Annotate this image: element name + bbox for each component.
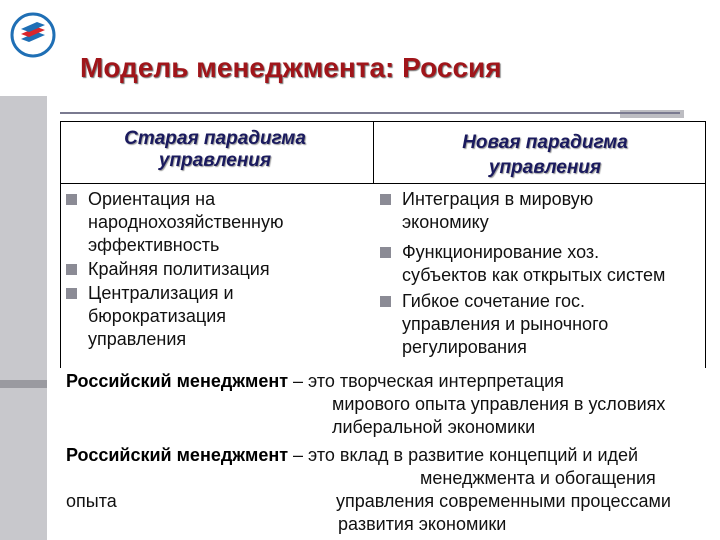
definition-term: Российский менеджмент — [66, 445, 289, 465]
old-paradigm-header: Старая парадигма управления — [124, 128, 306, 171]
list-item: Гибкое сочетание гос. управления и рыночного регулирования — [380, 288, 705, 360]
new-paradigm-list — [380, 186, 705, 360]
square-bullet-icon — [66, 194, 77, 205]
square-bullet-icon — [380, 247, 391, 258]
table-left-border — [60, 184, 61, 368]
definition-1: Российский менеджмент – это творческая интерпретация мирового опыта управления в условиях либеральной экономики — [66, 371, 666, 437]
square-bullet-icon — [66, 288, 77, 299]
left-sidebar — [0, 0, 47, 540]
definition-term: Российский менеджмент — [66, 371, 289, 391]
stacked-layers-logo-icon — [10, 12, 56, 58]
list-item: Интеграция в мировую экономику — [380, 186, 705, 235]
new-paradigm-header: Новая парадигма управления — [462, 132, 628, 178]
list-item: Функционирование хоз. субъектов как открытых систем — [380, 239, 705, 288]
list-item: Централизация и бюрократизация управления — [66, 280, 366, 352]
list-item: Крайняя политизация — [66, 256, 366, 282]
sidebar-accent-band — [0, 380, 47, 388]
page-title: Модель менеджмента: Россия — [80, 52, 502, 83]
square-bullet-icon — [380, 296, 391, 307]
title-underline — [60, 112, 680, 114]
square-bullet-icon — [380, 194, 391, 205]
table-column-divider — [373, 121, 374, 184]
list-item: Ориентация на народнохозяйственную эффективность — [66, 186, 366, 258]
square-bullet-icon — [66, 264, 77, 275]
definition-2: Российский менеджмент – это вклад в развитие концепций и идей менеджмента и обогащения опыта управления современными процессами развития экономики — [66, 445, 671, 534]
sidebar-grey-band — [0, 96, 47, 540]
old-paradigm-list — [66, 186, 366, 352]
table-right-border — [705, 184, 706, 368]
